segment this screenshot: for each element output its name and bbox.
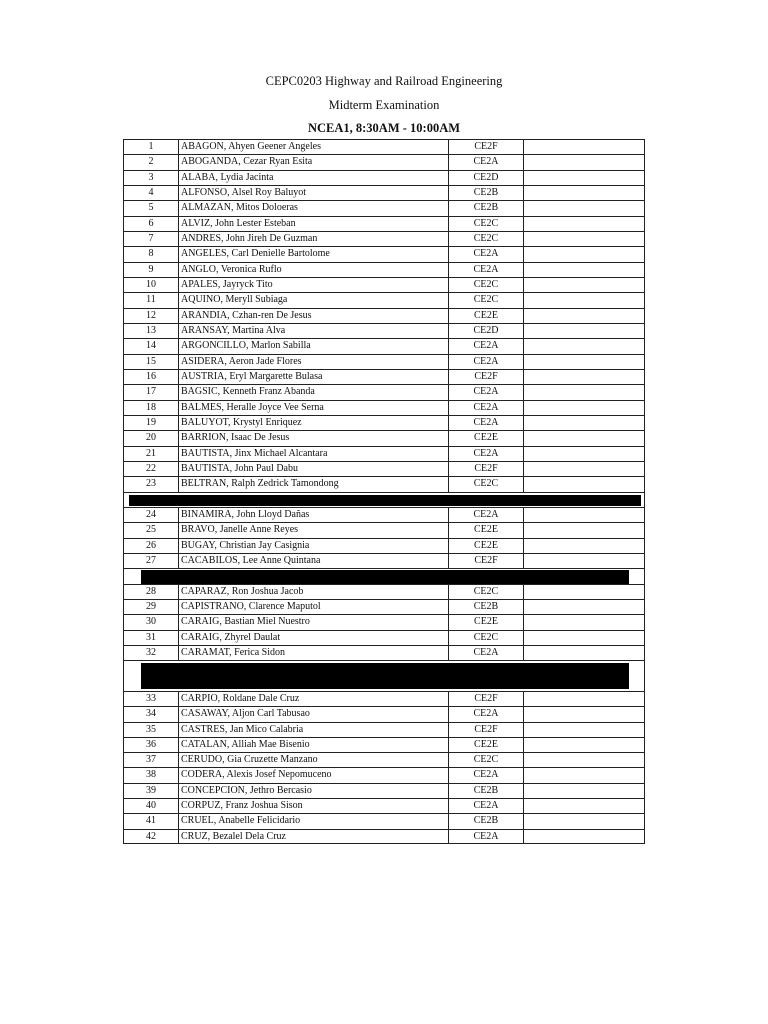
row-number: 15 [124,355,179,369]
row-number: 34 [124,707,179,721]
table-row [123,767,645,782]
table-row [123,584,645,599]
blank-cell [524,508,644,522]
student-name: BELTRAN, Ralph Zedrick Tamondong [179,477,449,491]
exam-title: Midterm Examination [328,98,440,112]
table-row [123,430,645,445]
blank-cell [524,738,644,752]
student-name: CODERA, Alexis Josef Nepomuceno [179,768,449,782]
course-title: CEPC0203 Highway and Railroad Engineering [265,74,503,88]
row-number: 4 [124,186,179,200]
blank-cell [524,447,644,461]
blank-cell [524,171,644,185]
section-code: CE2C [449,753,524,767]
section-code: CE2F [449,554,524,568]
blank-cell [524,646,644,660]
student-name: CERUDO, Gia Cruzette Manzano [179,753,449,767]
section-code: CE2A [449,799,524,813]
roster-table [123,139,645,844]
blank-cell [524,324,644,338]
table-row [123,798,645,813]
blank-cell [524,477,644,491]
student-name: CATALAN, Alliah Mae Bisenio [179,738,449,752]
row-number: 5 [124,201,179,215]
blank-cell [524,799,644,813]
row-number: 29 [124,600,179,614]
row-number: 42 [124,830,179,843]
section-code: CE2E [449,539,524,553]
student-name: CASAWAY, Aljon Carl Tabusao [179,707,449,721]
section-code: CE2A [449,401,524,415]
student-name: BINAMIRA, John Lloyd Dañas [179,508,449,522]
table-row [123,522,645,537]
blank-cell [524,585,644,599]
student-name: BUGAY, Christian Jay Casignia [179,539,449,553]
row-number: 40 [124,799,179,813]
row-number: 27 [124,554,179,568]
table-row [123,783,645,798]
row-number: 7 [124,232,179,246]
section-code: CE2F [449,370,524,384]
section-code: CE2C [449,232,524,246]
section-code: CE2F [449,692,524,706]
blank-cell [524,523,644,537]
blank-cell [524,768,644,782]
section-code: CE2C [449,217,524,231]
blank-cell [524,692,644,706]
section-code: CE2D [449,171,524,185]
student-name: CARAIG, Zhyrel Daulat [179,631,449,645]
table-row [123,691,645,706]
row-number: 31 [124,631,179,645]
student-name: ANDRES, John Jireh De Guzman [179,232,449,246]
redacted-row [123,492,645,507]
section-code: CE2E [449,738,524,752]
student-name: ANGELES, Carl Denielle Bartolome [179,247,449,261]
section-code: CE2F [449,723,524,737]
section-code: CE2A [449,707,524,721]
student-name: CARPIO, Roldane Dale Cruz [179,692,449,706]
blank-cell [524,753,644,767]
table-row [123,277,645,292]
row-number: 13 [124,324,179,338]
student-name: CARAMAT, Ferica Sidon [179,646,449,660]
student-name: CRUEL, Anabelle Felicidario [179,814,449,828]
blank-cell [524,600,644,614]
blank-cell [524,140,644,154]
row-number: 39 [124,784,179,798]
blank-cell [524,416,644,430]
row-number: 22 [124,462,179,476]
blank-cell [524,431,644,445]
table-row [123,599,645,614]
row-number: 23 [124,477,179,491]
student-name: ANGLO, Veronica Ruflo [179,263,449,277]
student-name: CAPISTRANO, Clarence Maputol [179,600,449,614]
section-code: CE2F [449,140,524,154]
blank-cell [524,723,644,737]
redaction-bar [129,495,641,506]
row-number: 30 [124,615,179,629]
student-name: AUSTRIA, Eryl Margarette Bulasa [179,370,449,384]
table-row [123,369,645,384]
section-code: CE2B [449,784,524,798]
row-number: 1 [124,140,179,154]
row-number: 36 [124,738,179,752]
student-name: AQUINO, Meryll Subiaga [179,293,449,307]
table-row [123,308,645,323]
table-row [123,645,645,660]
blank-cell [524,554,644,568]
blank-cell [524,278,644,292]
table-row [123,737,645,752]
student-name: CRUZ, Bezalel Dela Cruz [179,830,449,843]
student-name: CARAIG, Bastian Miel Nuestro [179,615,449,629]
table-row [123,262,645,277]
blank-cell [524,355,644,369]
table-row [123,415,645,430]
row-number: 18 [124,401,179,415]
table-row [123,384,645,399]
section-code: CE2C [449,477,524,491]
section-code: CE2A [449,155,524,169]
section-code: CE2B [449,201,524,215]
student-name: ALFONSO, Alsel Roy Baluyot [179,186,449,200]
section-code: CE2B [449,814,524,828]
redacted-row [123,660,645,691]
student-name: BAUTISTA, Jinx Michael Alcantara [179,447,449,461]
section-code: CE2E [449,523,524,537]
table-row [123,538,645,553]
redacted-row [123,568,645,583]
student-name: CACABILOS, Lee Anne Quintana [179,554,449,568]
blank-cell [524,830,644,843]
table-row [123,185,645,200]
student-name: ARGONCILLO, Marlon Sabilla [179,339,449,353]
student-name: BAGSIC, Kenneth Franz Abanda [179,385,449,399]
row-number: 12 [124,309,179,323]
blank-cell [524,232,644,246]
row-number: 35 [124,723,179,737]
section-code: CE2C [449,631,524,645]
table-row [123,507,645,522]
student-name: CONCEPCION, Jethro Bercasio [179,784,449,798]
section-code: CE2A [449,508,524,522]
table-row [123,829,645,844]
student-name: ALABA, Lydia Jacinta [179,171,449,185]
row-number: 33 [124,692,179,706]
section-code: CE2D [449,324,524,338]
row-number: 17 [124,385,179,399]
blank-cell [524,309,644,323]
row-number: 37 [124,753,179,767]
blank-cell [524,401,644,415]
section-code: CE2A [449,355,524,369]
table-row [123,323,645,338]
row-number: 11 [124,293,179,307]
student-name: APALES, Jayryck Tito [179,278,449,292]
student-name: ARANSAY, Martina Alva [179,324,449,338]
blank-cell [524,385,644,399]
table-row [123,139,645,154]
section-code: CE2A [449,263,524,277]
table-row [123,722,645,737]
table-row [123,200,645,215]
student-name: BAUTISTA, John Paul Dabu [179,462,449,476]
row-number: 41 [124,814,179,828]
row-number: 9 [124,263,179,277]
blank-cell [524,263,644,277]
student-name: CASTRES, Jan Mico Calabria [179,723,449,737]
table-row [123,476,645,491]
student-name: ARANDIA, Czhan-ren De Jesus [179,309,449,323]
table-row [123,154,645,169]
section-code: CE2A [449,385,524,399]
row-number: 3 [124,171,179,185]
table-row [123,246,645,261]
section-code: CE2E [449,615,524,629]
table-row [123,614,645,629]
section-code: CE2C [449,293,524,307]
student-name: ALVIZ, John Lester Esteban [179,217,449,231]
row-number: 38 [124,768,179,782]
row-number: 2 [124,155,179,169]
student-name: ABAGON, Ahyen Geener Angeles [179,140,449,154]
student-name: CORPUZ, Franz Joshua Sison [179,799,449,813]
section-code: CE2E [449,309,524,323]
blank-cell [524,201,644,215]
row-number: 19 [124,416,179,430]
table-row [123,461,645,476]
table-row [123,553,645,568]
section-code: CE2B [449,186,524,200]
table-row [123,446,645,461]
table-row [123,216,645,231]
student-name: BALMES, Heralle Joyce Vee Serna [179,401,449,415]
blank-cell [524,707,644,721]
row-number: 20 [124,431,179,445]
blank-cell [524,615,644,629]
row-number: 14 [124,339,179,353]
section-code: CE2C [449,278,524,292]
row-number: 28 [124,585,179,599]
student-name: ASIDERA, Aeron Jade Flores [179,355,449,369]
blank-cell [524,217,644,231]
table-row [123,706,645,721]
student-name: BARRION, Isaac De Jesus [179,431,449,445]
session-title: NCEA1, 8:30AM - 10:00AM [307,121,461,135]
row-number: 8 [124,247,179,261]
section-code: CE2F [449,462,524,476]
redaction-bar [141,663,629,689]
table-row [123,338,645,353]
section-code: CE2A [449,247,524,261]
section-code: CE2A [449,646,524,660]
row-number: 24 [124,508,179,522]
student-name: ALMAZAN, Mitos Doloeras [179,201,449,215]
table-row [123,170,645,185]
section-code: CE2B [449,600,524,614]
blank-cell [524,462,644,476]
blank-cell [524,539,644,553]
table-row [123,630,645,645]
row-number: 10 [124,278,179,292]
student-name: BALUYOT, Krystyl Enriquez [179,416,449,430]
blank-cell [524,186,644,200]
table-row [123,813,645,828]
blank-cell [524,631,644,645]
table-row [123,354,645,369]
blank-cell [524,814,644,828]
row-number: 6 [124,217,179,231]
blank-cell [524,784,644,798]
row-number: 32 [124,646,179,660]
section-code: CE2A [449,768,524,782]
row-number: 25 [124,523,179,537]
section-code: CE2A [449,447,524,461]
row-number: 21 [124,447,179,461]
table-row [123,400,645,415]
student-name: ABOGANDA, Cezar Ryan Esita [179,155,449,169]
row-number: 16 [124,370,179,384]
section-code: CE2E [449,431,524,445]
table-row [123,752,645,767]
blank-cell [524,155,644,169]
row-number: 26 [124,539,179,553]
blank-cell [524,293,644,307]
redaction-bar [141,570,629,583]
section-code: CE2A [449,339,524,353]
section-code: CE2A [449,830,524,843]
table-row [123,231,645,246]
student-name: BRAVO, Janelle Anne Reyes [179,523,449,537]
blank-cell [524,370,644,384]
section-code: CE2A [449,416,524,430]
table-row [123,292,645,307]
section-code: CE2C [449,585,524,599]
blank-cell [524,247,644,261]
student-name: CAPARAZ, Ron Joshua Jacob [179,585,449,599]
blank-cell [524,339,644,353]
